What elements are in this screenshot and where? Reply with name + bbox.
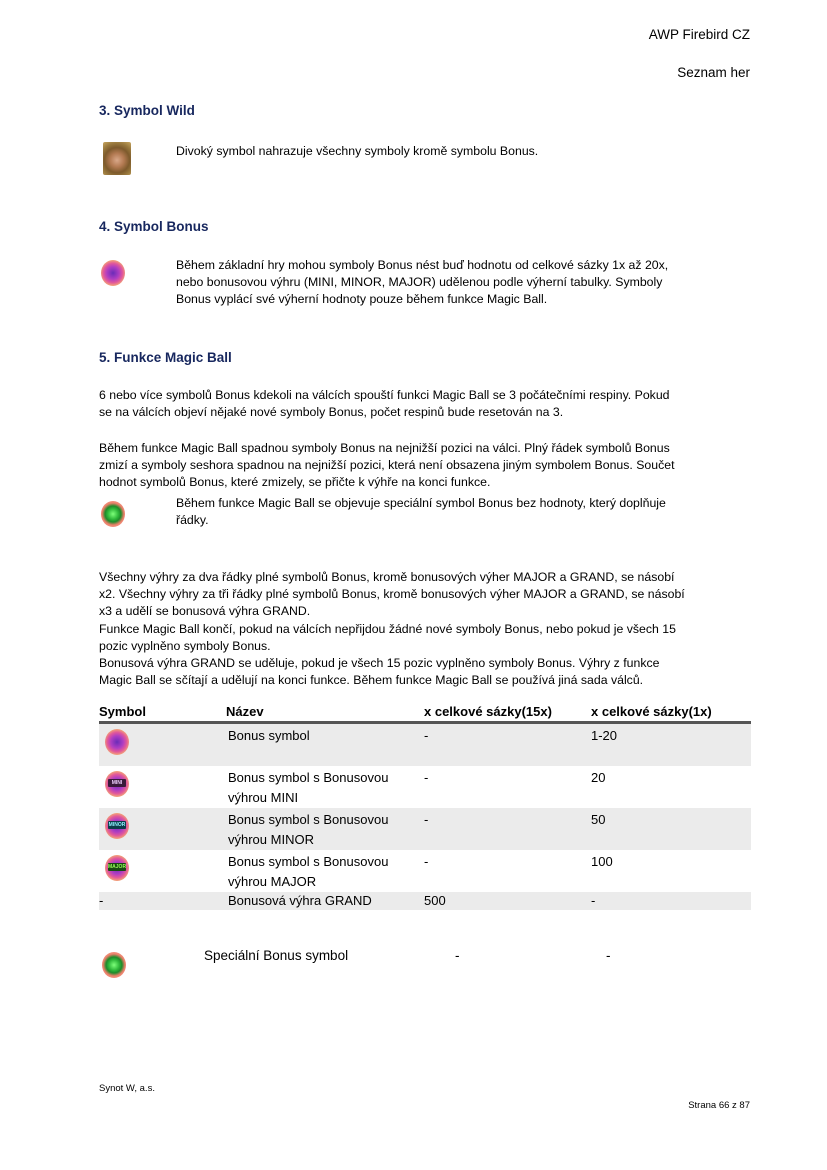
- row-name: Bonus symbol s Bonusovou: [228, 770, 389, 785]
- bonus-mini-icon: [105, 771, 129, 797]
- row-symbol: -: [99, 892, 226, 910]
- special-bonus-name: Speciální Bonus symbol: [204, 948, 349, 963]
- row-name: Bonus symbol s Bonusovou: [228, 854, 389, 869]
- bonus-ball-icon: [101, 260, 125, 286]
- document-subtitle: Seznam her: [677, 65, 750, 80]
- minor-label: MINOR: [108, 822, 126, 828]
- wild-symbol-icon: [103, 142, 131, 175]
- footer-page-number: Strana 66 z 87: [688, 1100, 750, 1111]
- paytable: [99, 703, 751, 910]
- row-x1: 1-20: [591, 723, 751, 767]
- text-line: nebo bonusovou výhru (MINI, MINOR, MAJOR) udělenou podle výherní tabulky. Symboly: [176, 275, 663, 289]
- heading-magic-ball: 5. Funkce Magic Ball: [99, 350, 232, 365]
- table-header-row: [99, 703, 751, 723]
- special-symbol-description: [176, 495, 666, 529]
- row-x1: 20: [591, 770, 606, 785]
- row-name-line2: výhrou MINI: [228, 790, 299, 805]
- col-name: Název: [226, 703, 424, 723]
- row-x1: 50: [591, 808, 751, 850]
- row-name: Bonus symbol s Bonusovou: [228, 812, 389, 827]
- special-bonus-ball-icon: [102, 952, 126, 978]
- text-line: řádky.: [176, 513, 209, 527]
- text-line: Během funkce Magic Ball se objevuje speciální symbol Bonus bez hodnoty, který doplňuje: [176, 496, 666, 510]
- text-line: Během základní hry mohou symboly Bonus nést buď hodnotu od celkové sázky 1x až 20x,: [176, 258, 669, 272]
- text-line: hodnot symbolů Bonus, které zmizely, se přičte k výhře na konci funkce.: [99, 475, 491, 489]
- bonus-major-icon: [105, 855, 129, 881]
- col-x1: x celkové sázky(1x): [591, 703, 751, 723]
- major-label: MAJOR: [108, 864, 126, 870]
- text-line: Funkce Magic Ball končí, pokud na válcích nepřijdou žádné nové symboly Bonus, nebo pokud je všech 15: [99, 621, 676, 636]
- magic-ball-para-1: [99, 387, 670, 421]
- wild-description: Divoký symbol nahrazuje všechny symboly kromě symbolu Bonus.: [176, 144, 539, 158]
- bonus-minor-icon: [105, 813, 129, 839]
- text-line: se na válcích objeví nějaké nové symboly Bonus, počet respinů bude resetován na 3.: [99, 405, 564, 419]
- table-row: [99, 892, 751, 910]
- document-title: AWP Firebird CZ: [648, 27, 750, 42]
- row-name: Bonusová výhra GRAND: [226, 892, 424, 910]
- row-x1: -: [591, 892, 751, 910]
- row-x1: 100: [591, 854, 613, 869]
- heading-symbol-wild: 3. Symbol Wild: [99, 103, 195, 118]
- special-bonus-x1: -: [606, 948, 611, 963]
- special-bonus-x15: -: [455, 948, 460, 963]
- special-bonus-ball-icon: [101, 501, 125, 527]
- bonus-ball-icon: [105, 729, 129, 755]
- col-symbol: Symbol: [99, 703, 226, 723]
- col-x15: x celkové sázky(15x): [424, 703, 591, 723]
- text-line: pozic vyplněno symboly Bonus.: [99, 638, 271, 653]
- row-x15: -: [424, 808, 591, 850]
- text-line: 6 nebo více symbolů Bonus kdekoli na válcích spouští funkci Magic Ball se 3 počátečními respiny. Pokud: [99, 388, 670, 402]
- row-name: Bonus symbol: [228, 728, 310, 743]
- table-row: [99, 808, 751, 850]
- bonus-description: [176, 257, 668, 308]
- text-line: Magic Ball se sčítají a udělují na konci funkce. Během funkce Magic Ball se používá jiná sada válců.: [99, 673, 644, 688]
- table-row: [99, 850, 751, 892]
- text-line: x3 a udělí se bonusová výhra GRAND.: [99, 604, 311, 619]
- row-x15: -: [424, 723, 591, 767]
- text-line: Všechny výhry za dva řádky plné symbolů Bonus, kromě bonusových výher MAJOR a GRAND, se násobí: [99, 570, 675, 584]
- text-line: Během funkce Magic Ball spadnou symboly Bonus na nejnižší pozici na válci. Plný řádek symbolů Bonus: [99, 441, 670, 455]
- text-line: Bonus vyplácí své výherní hodnoty pouze během funkce Magic Ball.: [176, 292, 548, 306]
- heading-symbol-bonus: 4. Symbol Bonus: [99, 219, 209, 234]
- row-name-line2: výhrou MAJOR: [228, 874, 317, 889]
- magic-ball-para-2: [99, 440, 675, 491]
- row-x15: -: [424, 854, 429, 869]
- table-row: [99, 766, 751, 808]
- row-x15: 500: [424, 892, 591, 910]
- text-line: Bonusová výhra GRAND se uděluje, pokud je všech 15 pozic vyplněno symboly Bonus. Výhry z funkce: [99, 656, 660, 671]
- mini-label: MINI: [108, 779, 126, 787]
- text-line: zmizí a symboly seshora spadnou na nejnižší pozici, která není obsazena jiným symbolem Bonus. Součet: [99, 458, 675, 472]
- row-x15: -: [424, 770, 429, 785]
- table-row: [99, 723, 751, 767]
- footer-company: Synot W, a.s.: [99, 1083, 155, 1094]
- text-line: x2. Všechny výhry za tři řádky plné symbolů Bonus, kromě bonusových výher MAJOR a GRAND, se násobí: [99, 587, 685, 602]
- magic-ball-para-3: [99, 569, 685, 689]
- row-name-line2: výhrou MINOR: [228, 832, 314, 847]
